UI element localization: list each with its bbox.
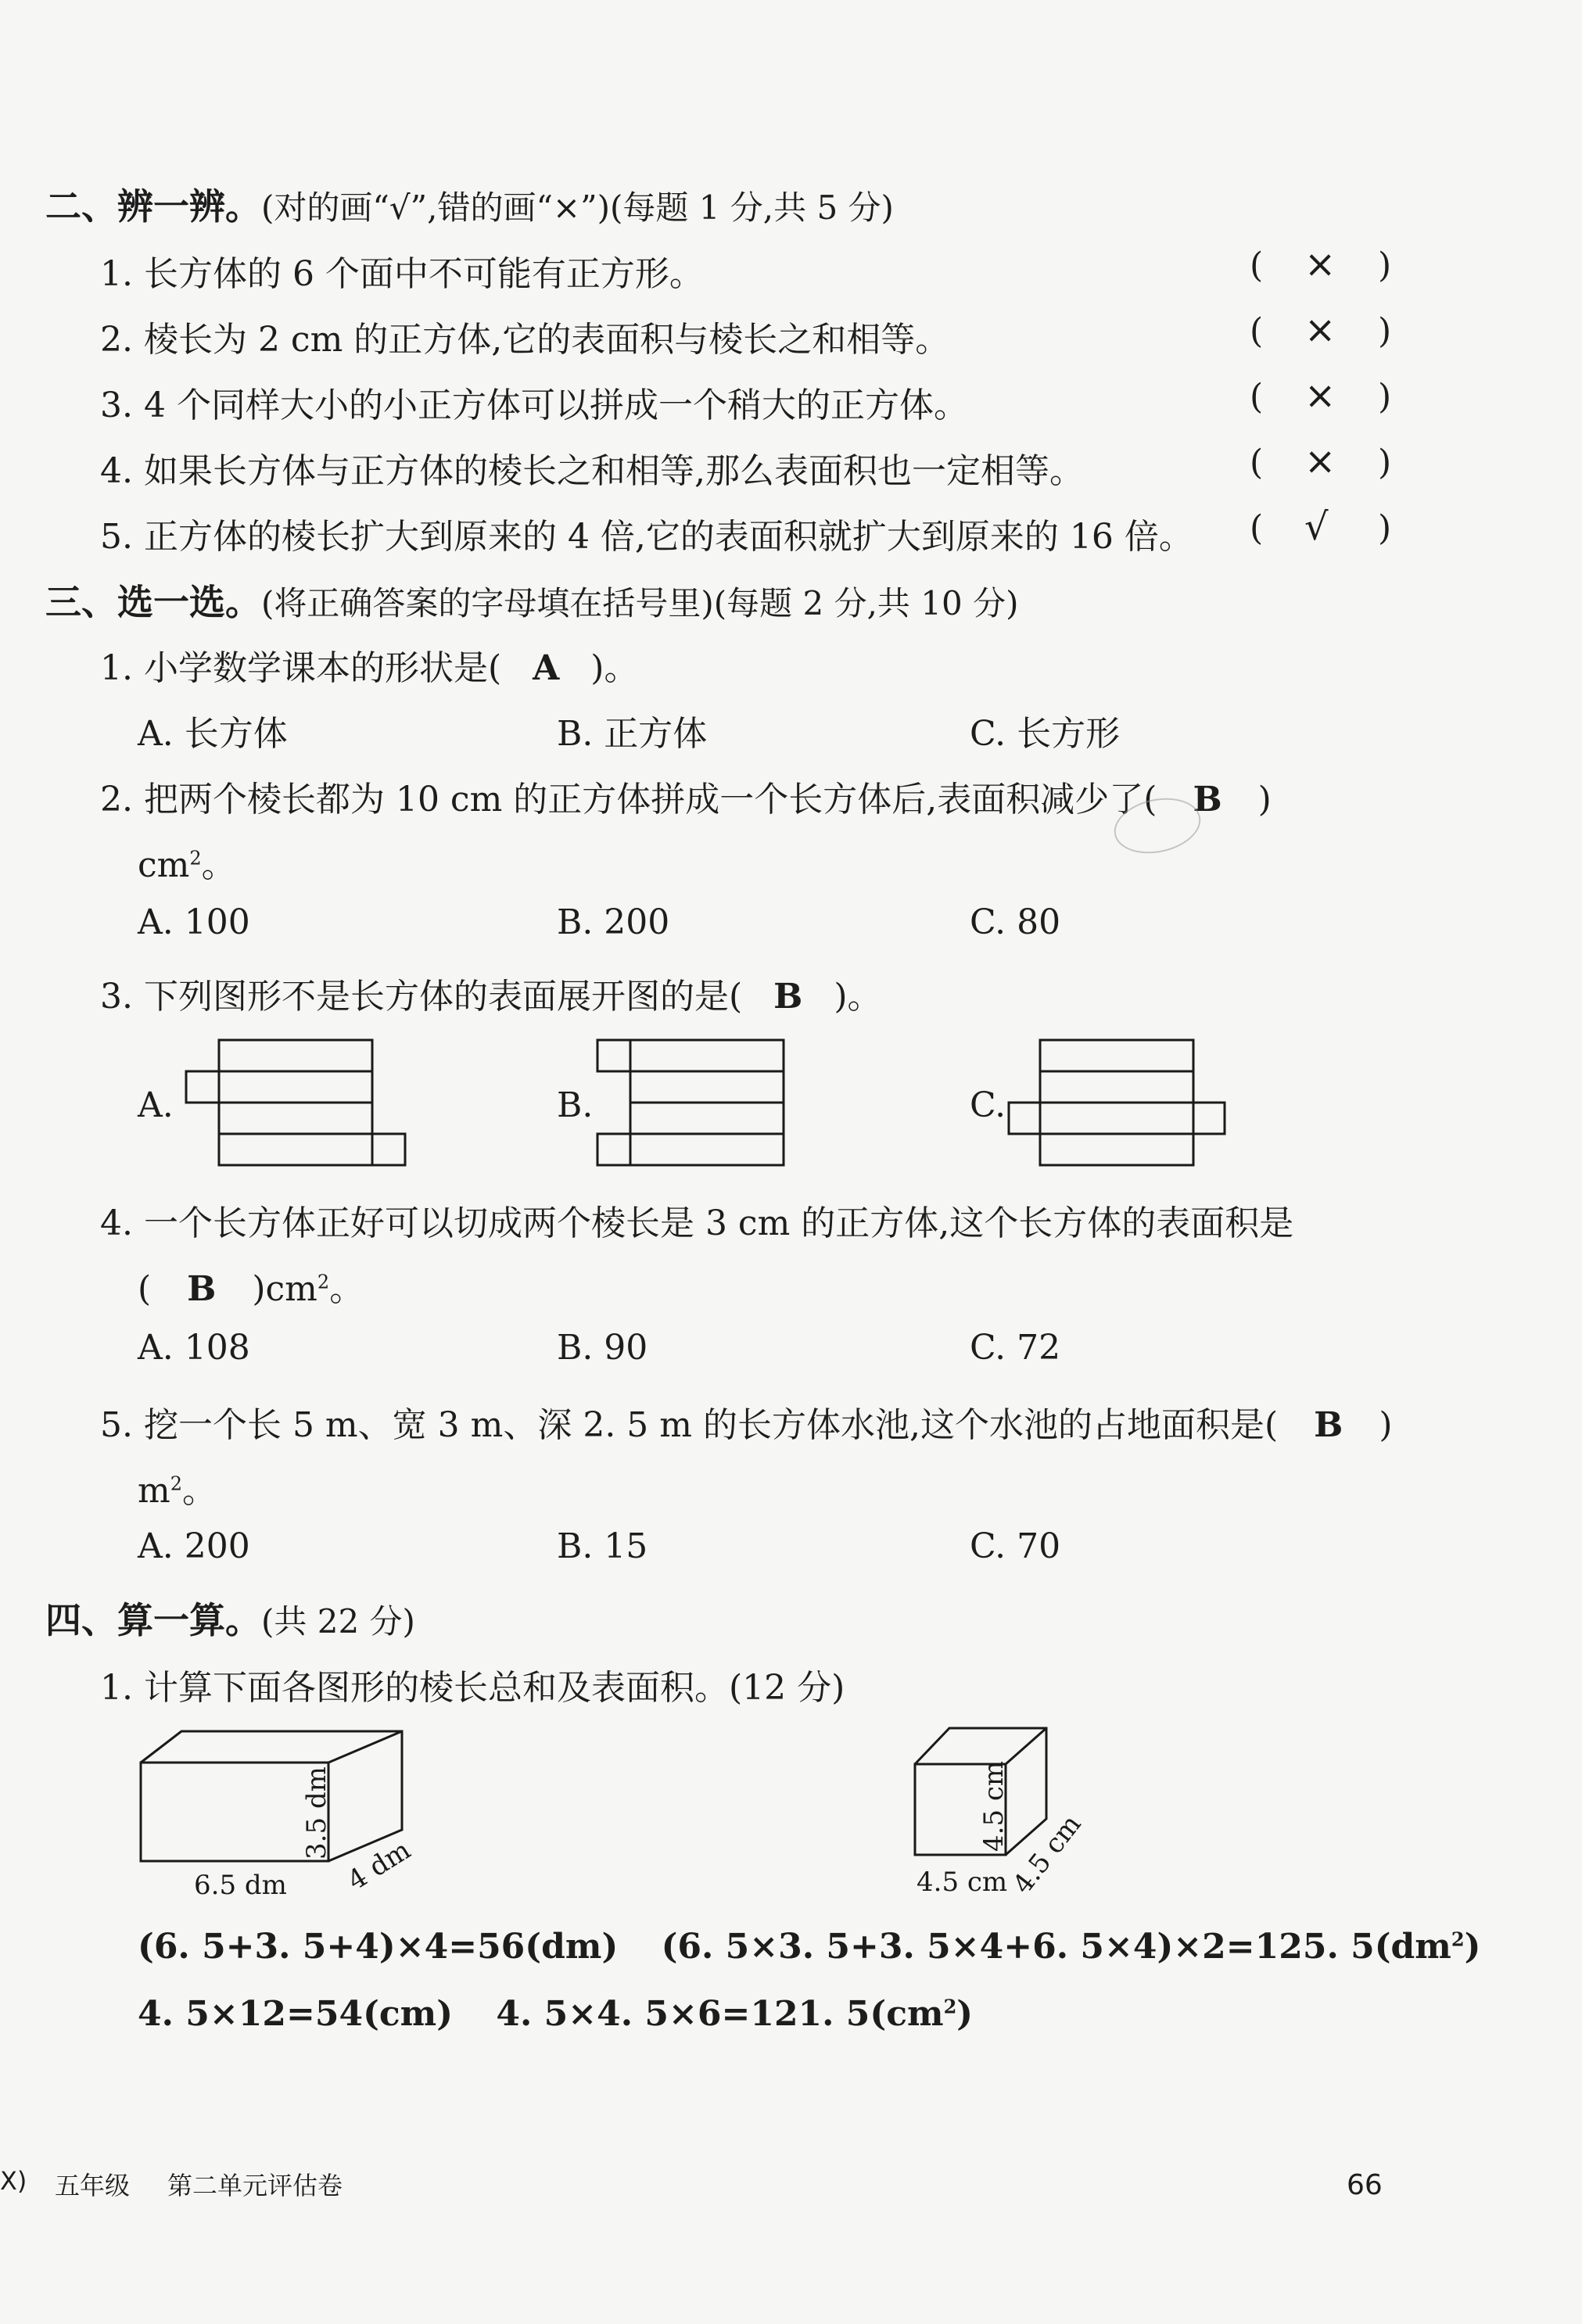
net-b-side-top xyxy=(597,1040,630,1071)
work-surface-cuboid-text: (6. 5×3. 5+3. 5×4+6. 5×4)×2=125. 5(dm xyxy=(661,1927,1451,1967)
mc-q1-text: 1. 小学数学课本的形状是( xyxy=(100,648,502,688)
net-figure-a xyxy=(180,1037,414,1170)
cuboid-length-label: 6.5 dm xyxy=(194,1870,287,1901)
cuboid-width-label: 4 dm xyxy=(342,1834,417,1897)
mc-q1-answer: A xyxy=(533,648,560,688)
tf-item-3: 3. 4 个同样大小的小正方体可以拼成一个稍大的正方体。 xyxy=(100,386,968,425)
tf-answer-1: × xyxy=(1304,242,1336,286)
mc-q4-unit-sup: 2 xyxy=(317,1271,330,1293)
mc-q5-option-a: A. 200 xyxy=(138,1526,250,1566)
mc-q5 xyxy=(100,1397,1393,1447)
section-2-title: 二、辨一辨。 xyxy=(45,185,261,228)
section-3-title: 三、选一选。 xyxy=(45,581,261,623)
work-surface-cuboid-tail: ) xyxy=(1464,1927,1481,1967)
cube-side-label: 4.5 cm xyxy=(978,1760,1010,1852)
mc-q2-tail: ) xyxy=(1257,780,1272,819)
mc-q1-option-c: C. 长方形 xyxy=(970,714,1121,754)
mc-q5-option-b: B. 15 xyxy=(557,1526,648,1566)
mc-q5-unit xyxy=(138,1462,217,1512)
mc-q2-answer: B xyxy=(1193,780,1222,819)
net-a-side-right xyxy=(372,1134,405,1165)
work-surface-cube-text: 4. 5×4. 5×6=121. 5(cm xyxy=(496,1994,944,2034)
work-edge-sum-cuboid: (6. 5+3. 5+4)×4=56(dm) xyxy=(138,1927,619,1967)
mc-q3-option-c: C. xyxy=(970,1085,1006,1125)
paren-close: ) xyxy=(1378,508,1392,548)
work-surface-cuboid xyxy=(662,1927,1481,1967)
mc-q4-open: ( xyxy=(138,1269,152,1309)
paren-open: ( xyxy=(1250,443,1264,482)
cuboid-front-face xyxy=(141,1763,328,1861)
net-a-face-4 xyxy=(219,1134,372,1165)
net-c-face-3 xyxy=(1040,1103,1193,1134)
net-c-face-2 xyxy=(1040,1071,1193,1103)
mc-q2-option-a: A. 100 xyxy=(138,902,250,942)
net-c-side-right xyxy=(1193,1103,1225,1134)
mc-q5-tail: ) xyxy=(1379,1405,1393,1445)
mc-q5-unit-tail: 。 xyxy=(182,1471,217,1511)
mc-q2-unit-tail: 。 xyxy=(201,845,236,885)
cuboid-edges xyxy=(141,1731,402,1861)
footer-left-mark: X) xyxy=(0,2166,27,2196)
net-b-face-2 xyxy=(630,1071,784,1103)
work-surface-cube xyxy=(496,1994,973,2034)
work-line-2 xyxy=(138,1994,973,2034)
mc-q1-tail: )。 xyxy=(590,648,639,688)
net-b-face-3 xyxy=(630,1103,784,1134)
cube-edge-label: 4.5 cm xyxy=(917,1867,1008,1898)
mc-q5-answer: B xyxy=(1314,1405,1343,1445)
mc-q3 xyxy=(100,968,882,1018)
mc-q4-answer: B xyxy=(187,1269,217,1309)
work-line-1 xyxy=(138,1927,1480,1967)
net-a-face-3 xyxy=(219,1103,372,1134)
net-a-face-2 xyxy=(219,1071,372,1103)
mc-q3-text: 3. 下列图形不是长方体的表面展开图的是( xyxy=(100,977,743,1017)
net-b-face-1 xyxy=(630,1040,784,1071)
calc-q1-text: 1. 计算下面各图形的棱长总和及表面积。(12 分) xyxy=(100,1668,845,1708)
paren-close: ) xyxy=(1378,377,1392,417)
cube-figure xyxy=(910,1722,1098,1910)
cube-depth-label: 4.5 cm xyxy=(1006,1809,1088,1900)
paren-open: ( xyxy=(1250,311,1264,351)
paren-close: ) xyxy=(1378,443,1392,482)
mc-q5-unit-text: m xyxy=(138,1471,170,1511)
mc-q2-option-b: B. 200 xyxy=(557,902,670,942)
tf-answer-5: √ xyxy=(1304,505,1329,549)
section-4-note: (共 22 分) xyxy=(261,1602,415,1641)
mc-q1 xyxy=(100,640,638,690)
mc-q2-unit-text: cm xyxy=(138,845,190,885)
paren-open: ( xyxy=(1250,508,1264,548)
net-b-face-4 xyxy=(630,1134,784,1165)
mc-q4-close: )cm xyxy=(252,1269,317,1309)
mc-q2-option-c: C. 80 xyxy=(970,902,1061,942)
mc-q5-text: 5. 挖一个长 5 m、宽 3 m、深 2. 5 m 的长方体水池,这个水池的占地面积是( xyxy=(100,1405,1279,1445)
work-surface-cube-sup: 2 xyxy=(943,1995,957,2018)
cuboid-figure xyxy=(133,1727,430,1906)
net-c-face-4 xyxy=(1040,1134,1193,1165)
paren-open: ( xyxy=(1250,377,1264,417)
mc-q4-option-c: C. 72 xyxy=(970,1328,1061,1368)
mc-q2-unit-sup: 2 xyxy=(189,847,202,870)
net-c-side-left xyxy=(1009,1103,1040,1134)
paren-close: ) xyxy=(1378,246,1392,285)
mc-q3-tail: )。 xyxy=(834,977,882,1017)
mc-q4-unit-tail: 。 xyxy=(329,1269,364,1309)
mc-q4-option-b: B. 90 xyxy=(557,1328,648,1368)
mc-q1-option-a: A. 长方体 xyxy=(138,714,288,754)
tf-item-4: 4. 如果长方体与正方体的棱长之和相等,那么表面积也一定相等。 xyxy=(100,451,1084,491)
tf-answer-2: × xyxy=(1304,308,1336,352)
page-number: 66 xyxy=(1347,2169,1383,2201)
mc-q5-unit-sup: 2 xyxy=(170,1472,183,1495)
net-b-side-bottom xyxy=(597,1134,630,1165)
section-2-heading xyxy=(45,178,894,230)
mc-q1-option-b: B. 正方体 xyxy=(557,714,708,754)
net-a-face-1 xyxy=(219,1040,372,1071)
mc-q3-answer: B xyxy=(773,977,803,1017)
tf-item-5: 5. 正方体的棱长扩大到原来的 4 倍,它的表面积就扩大到原来的 16 倍。 xyxy=(100,517,1193,557)
net-c-face-1 xyxy=(1040,1040,1193,1071)
mc-q4-text: 4. 一个长方体正好可以切成两个棱长是 3 cm 的正方体,这个长方体的表面积是 xyxy=(100,1203,1294,1243)
mc-q2-unit xyxy=(138,837,236,887)
cuboid-height-label: 3.5 dm xyxy=(301,1766,332,1860)
mc-q2-text: 2. 把两个棱长都为 10 cm 的正方体拼成一个长方体后,表面积减少了( xyxy=(100,780,1157,819)
mc-q3-option-a: A. xyxy=(138,1085,174,1125)
footer-unit: 第二单元评估卷 xyxy=(167,2171,343,2200)
section-2-note: (对的画“√”,错的画“×”)(每题 1 分,共 5 分) xyxy=(261,188,894,227)
tf-item-2: 2. 棱长为 2 cm 的正方体,它的表面积与棱长之和相等。 xyxy=(100,320,950,360)
mc-q2 xyxy=(100,771,1272,821)
net-figure-b xyxy=(596,1037,799,1170)
footer-grade: 五年级 xyxy=(55,2171,131,2200)
work-surface-cuboid-sup: 2 xyxy=(1451,1928,1465,1951)
paren-close: ) xyxy=(1378,311,1392,351)
paren-open: ( xyxy=(1250,246,1264,285)
mc-q3-option-b: B. xyxy=(557,1085,594,1125)
tf-answer-3: × xyxy=(1304,374,1336,418)
section-3-note: (将正确答案的字母填在括号里)(每题 2 分,共 10 分) xyxy=(261,584,1019,622)
tf-answer-4: × xyxy=(1304,439,1336,483)
net-a-side-left xyxy=(186,1071,219,1103)
net-figure-c xyxy=(1006,1037,1232,1170)
section-4-title: 四、算一算。 xyxy=(45,1599,261,1641)
work-surface-cube-tail: ) xyxy=(956,1994,974,2034)
mc-q4-line2 xyxy=(138,1261,364,1311)
tf-item-1: 1. 长方体的 6 个面中不可能有正方形。 xyxy=(100,254,704,294)
mc-q5-option-c: C. 70 xyxy=(970,1526,1061,1566)
section-4-heading xyxy=(45,1592,415,1644)
section-3-heading xyxy=(45,574,1018,626)
work-edge-sum-cube: 4. 5×12=54(cm) xyxy=(138,1994,454,2034)
mc-q4-option-a: A. 108 xyxy=(138,1328,250,1368)
